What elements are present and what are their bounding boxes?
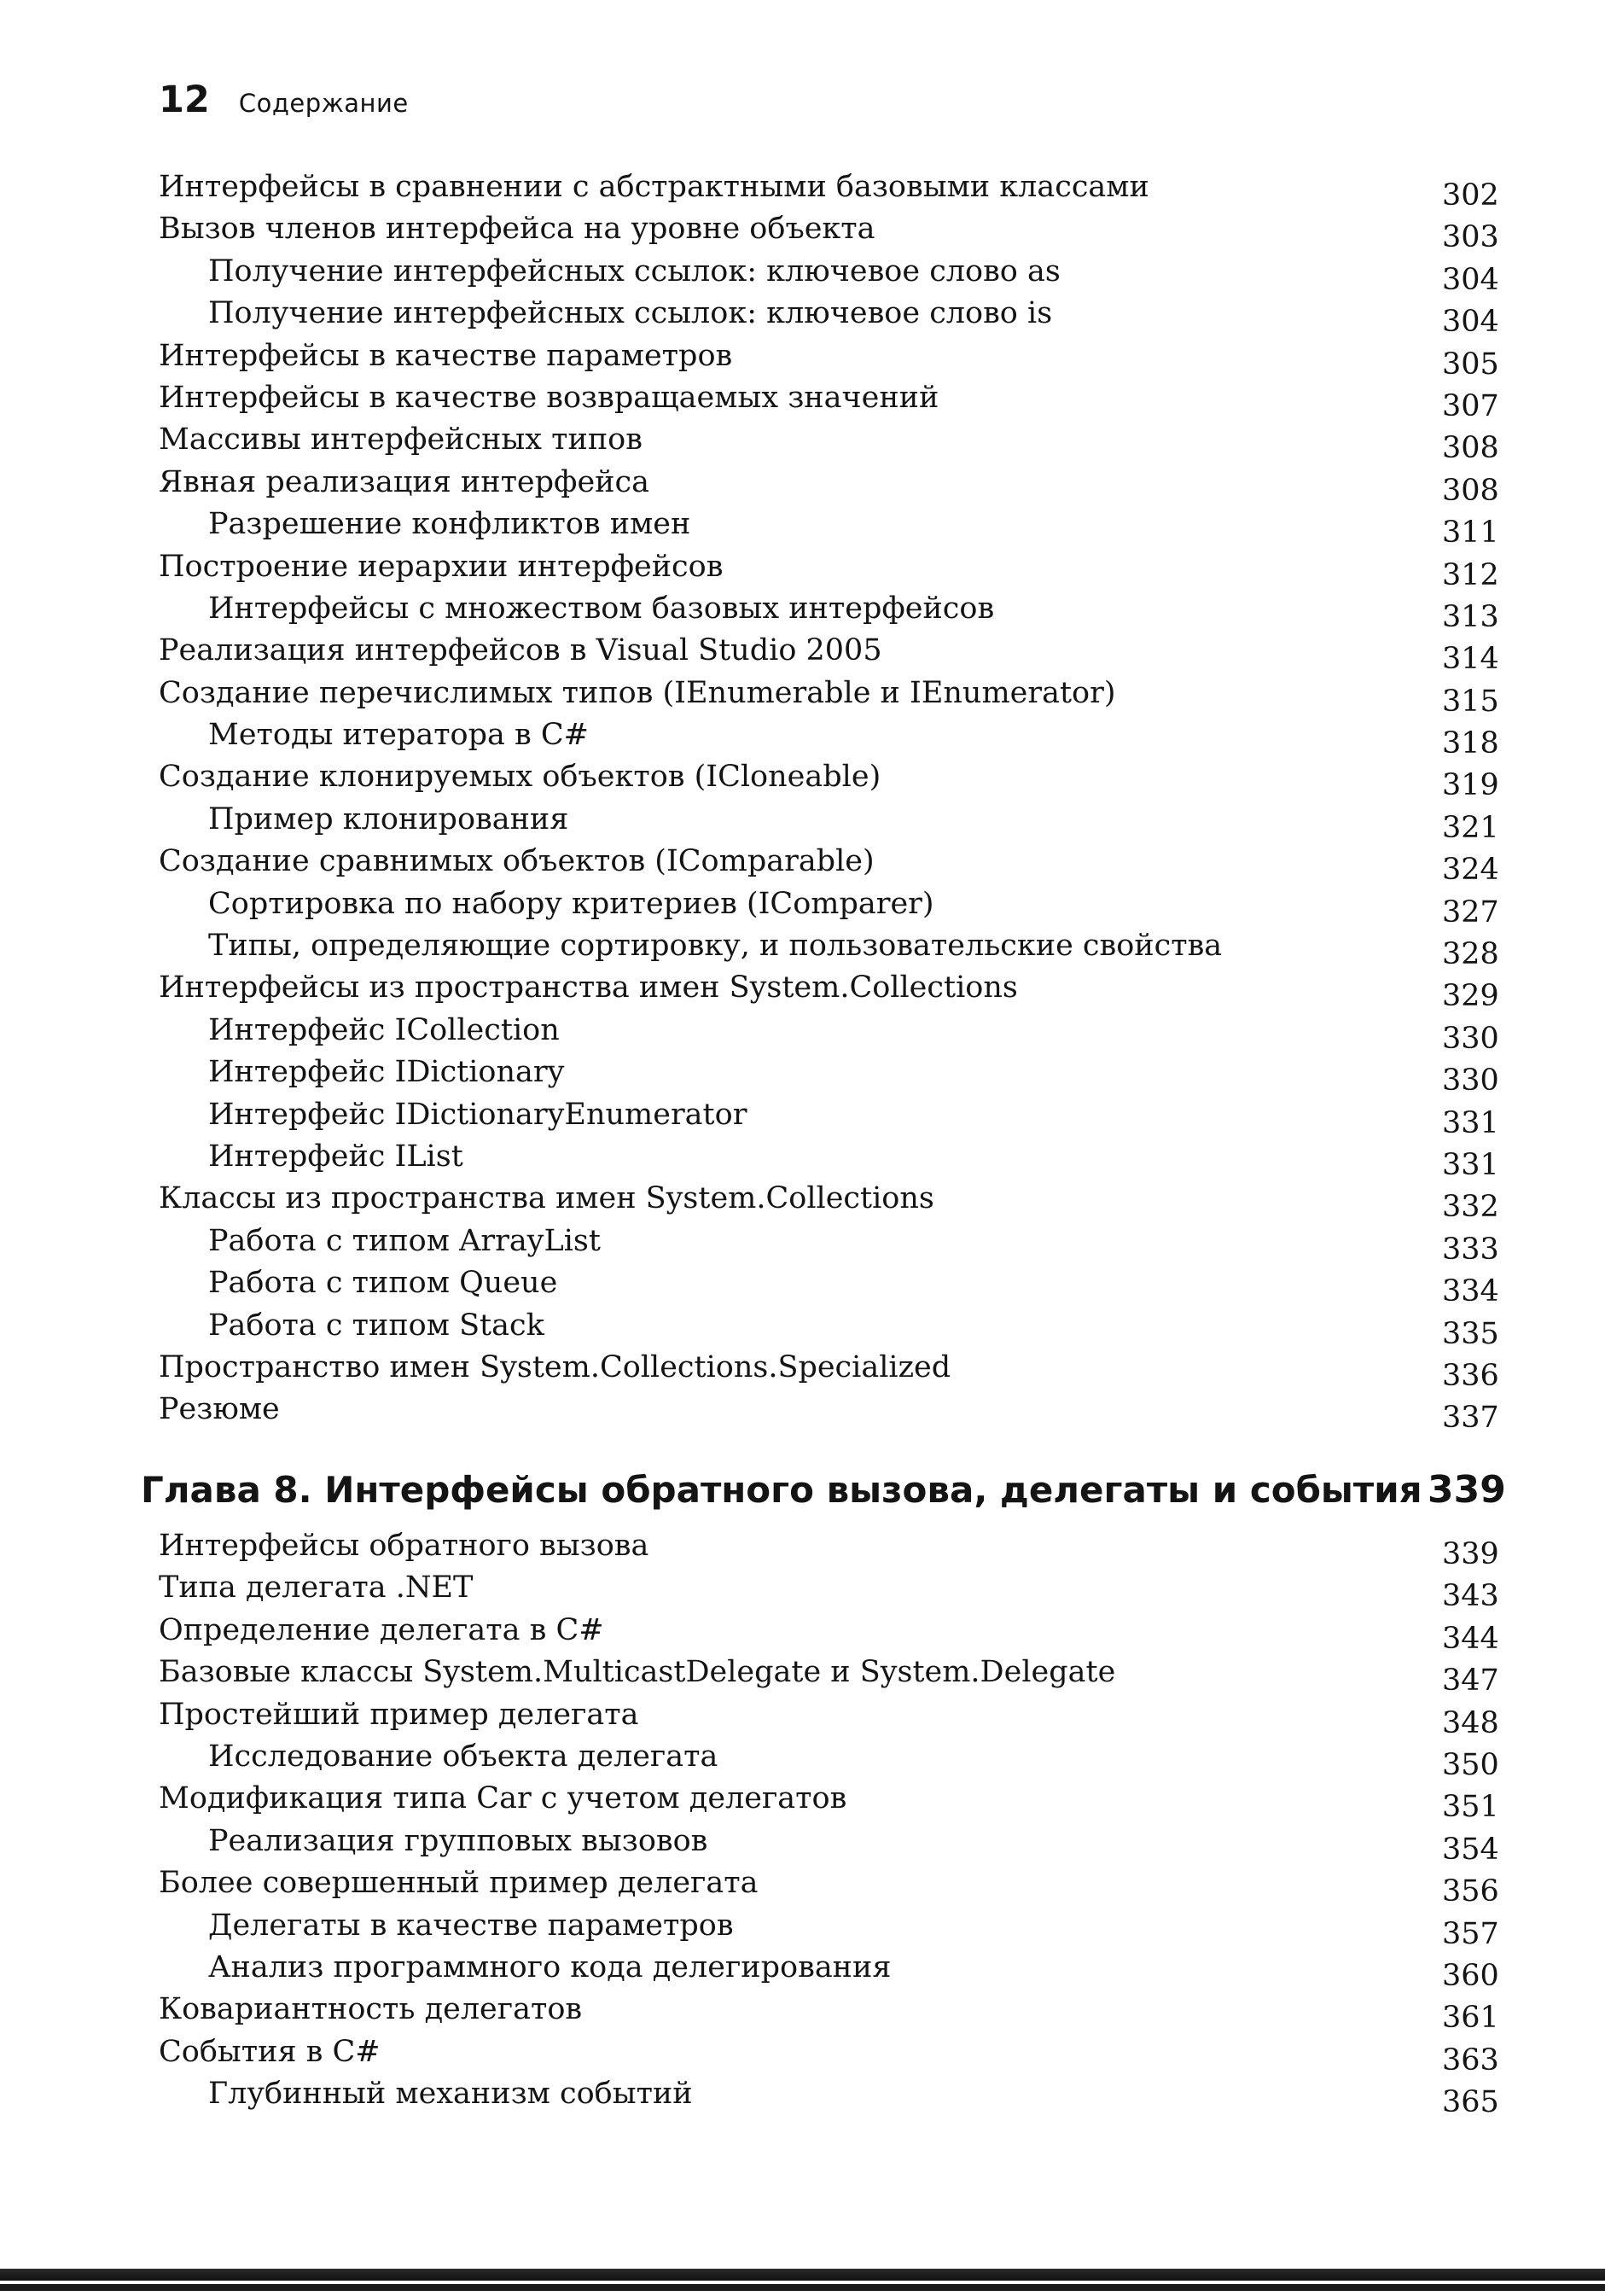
toc-entry-title: Модификация типа Car с учетом делегатов — [159, 1781, 847, 1816]
toc-entry-page: 315 — [1442, 684, 1499, 719]
toc-entry-page: 334 — [1442, 1274, 1499, 1309]
toc-entry[interactable] — [0, 380, 1605, 422]
toc-entry-title: Более совершенный пример делегата — [159, 1866, 759, 1901]
toc-entry[interactable] — [0, 1180, 1605, 1225]
toc-entry-title: Сортировка по набору критериев (IComparer) — [208, 886, 934, 921]
chapter-heading[interactable] — [141, 1466, 1506, 1518]
toc-entry-title: Типа делегата .NET — [159, 1570, 474, 1605]
toc-section-chapter-7 — [0, 169, 1605, 1434]
toc-entry-title: Работа с типом Stack — [208, 1308, 544, 1343]
toc-entry[interactable] — [0, 2076, 1605, 2118]
toc-entry-page: 319 — [1442, 768, 1499, 803]
toc-entry[interactable] — [0, 295, 1605, 340]
page-number: 12 — [159, 79, 210, 121]
toc-entry-title: Интерфейсы обратного вызова — [159, 1529, 649, 1563]
toc-entry-title: Глубинный механизм событий — [208, 2077, 693, 2112]
toc-entry-page: 313 — [1442, 599, 1499, 634]
toc-entry-title: Реализация групповых вызовов — [208, 1823, 708, 1858]
toc-entry[interactable] — [0, 801, 1605, 843]
toc-entry-title: Массивы интерфейсных типов — [159, 422, 643, 457]
toc-entry-page: 363 — [1442, 2043, 1499, 2077]
scan-edge-line — [0, 2269, 1605, 2281]
toc-entry-title: Интерфейсы в сравнении с абстрактными базовыми классами — [159, 170, 1149, 204]
toc-entry-page: 311 — [1442, 516, 1499, 551]
toc-entry-title: Интерфейсы из пространства имен System.Collections — [159, 970, 1018, 1005]
toc-entry-title: Реализация интерфейсов в Visual Studio 2005 — [159, 633, 882, 668]
toc-entry[interactable] — [0, 1139, 1605, 1180]
toc-entry-page: 304 — [1442, 305, 1499, 340]
toc-entry-title: Получение интерфейсных ссылок: ключевое слово as — [208, 253, 1061, 288]
toc-entry[interactable] — [0, 1612, 1605, 1654]
toc-entry[interactable] — [0, 1739, 1605, 1780]
toc-entry-page: 343 — [1442, 1579, 1499, 1614]
toc-entry-page: 339 — [1442, 1537, 1499, 1571]
toc-entry-page: 308 — [1442, 473, 1499, 508]
toc-entry-title: Интерфейсы с множеством базовых интерфейсов — [208, 591, 995, 626]
toc-entry[interactable] — [0, 2034, 1605, 2076]
toc-entry-title: Пример клонирования — [208, 801, 569, 836]
toc-entry-page: 348 — [1442, 1705, 1499, 1740]
toc-entry[interactable] — [0, 843, 1605, 888]
toc-entry-title: Анализ программного кода делегирования — [208, 1949, 892, 1984]
toc-entry-page: 324 — [1442, 853, 1499, 888]
toc-entry-title: Базовые классы System.MulticastDelegate и System.Delegate — [159, 1655, 1116, 1690]
toc-entry-title: Пространство имен System.Collections.Specialized — [159, 1349, 951, 1384]
toc-entry-page: 332 — [1442, 1190, 1499, 1225]
toc-entry-page: 337 — [1442, 1401, 1499, 1436]
toc-entry-title: Разрешение конфликтов имен — [208, 507, 691, 542]
toc-entry[interactable] — [0, 506, 1605, 551]
toc-entry[interactable] — [0, 1054, 1605, 1096]
toc-entry-page: 330 — [1442, 1064, 1499, 1098]
toc-entry[interactable] — [0, 338, 1605, 380]
toc-entry[interactable] — [0, 1823, 1605, 1865]
toc-entry-page: 321 — [1442, 810, 1499, 845]
toc-entry-title: Интерфейсы в качестве параметров — [159, 338, 733, 373]
toc-entry-title: Работа с типом ArrayList — [208, 1223, 601, 1258]
toc-entry-page: 351 — [1442, 1790, 1499, 1825]
toc-entry-title: Исследование объекта делегата — [208, 1739, 718, 1774]
toc-entry[interactable] — [0, 1780, 1605, 1825]
toc-entry[interactable] — [0, 591, 1605, 632]
toc-entry-page: 331 — [1442, 1105, 1499, 1140]
toc-entry[interactable] — [0, 632, 1605, 677]
toc-entry[interactable] — [0, 549, 1605, 591]
toc-entry-title: Создание клонируемых объектов (ICloneable) — [159, 760, 881, 795]
toc-entry-title: События в C# — [159, 2034, 381, 2069]
toc-entry-page: 336 — [1442, 1358, 1499, 1393]
toc-entry[interactable] — [0, 1865, 1605, 1907]
toc-entry-title: Создание сравнимых объектов (IComparable) — [159, 844, 875, 879]
toc-entry[interactable] — [0, 1265, 1605, 1307]
toc-entry-title: Интерфейс IList — [208, 1139, 463, 1174]
toc-entry-title: Явная реализация интерфейса — [159, 464, 649, 499]
toc-entry[interactable] — [0, 1908, 1605, 1949]
toc-entry[interactable] — [0, 1223, 1605, 1265]
toc-entry-title: Ковариантность делегатов — [159, 1992, 583, 2027]
toc-entry-page: 365 — [1442, 2085, 1499, 2120]
toc-entry-page: 303 — [1442, 220, 1499, 255]
toc-entry-title: Делегаты в качестве параметров — [208, 1908, 734, 1943]
toc-entry[interactable] — [0, 211, 1605, 253]
toc-entry[interactable] — [0, 1308, 1605, 1349]
toc-entry-title: Построение иерархии интерфейсов — [159, 549, 724, 584]
toc-entry-page: 357 — [1442, 1916, 1499, 1951]
toc-entry-page: 308 — [1442, 431, 1499, 466]
toc-entry[interactable] — [0, 1528, 1605, 1570]
toc-entry-page: 329 — [1442, 979, 1499, 1014]
toc-entry-title: Вызов членов интерфейса на уровне объекта — [159, 212, 875, 247]
scan-edge-line-lower — [0, 2284, 1605, 2291]
toc-entry-title: Интерфейс IDictionary — [208, 1055, 565, 1090]
toc-entry-page: 350 — [1442, 1747, 1499, 1782]
toc-entry-page: 347 — [1442, 1664, 1499, 1699]
toc-entry[interactable] — [0, 759, 1605, 801]
toc-entry[interactable] — [0, 1654, 1605, 1699]
toc-entry-title: Типы, определяющие сортировку, и пользовательские свойства — [208, 929, 1223, 964]
toc-entry-title: Интерфейсы в качестве возвращаемых значений — [159, 380, 939, 415]
toc-entry-page: 331 — [1442, 1147, 1499, 1182]
toc-section-chapter-8 — [0, 1528, 1605, 2118]
chapter-title: Глава 8. Интерфейсы обратного вызова, делегаты и события — [141, 1469, 1422, 1511]
toc-entry[interactable] — [0, 422, 1605, 466]
toc-entry[interactable] — [0, 1012, 1605, 1054]
toc-entry[interactable] — [0, 1949, 1605, 1991]
toc-entry[interactable] — [0, 1349, 1605, 1391]
toc-entry-page: 305 — [1442, 347, 1499, 382]
running-title: Содержание — [238, 89, 409, 118]
page-header — [159, 79, 409, 126]
toc-entry-page: 356 — [1442, 1874, 1499, 1909]
toc-entry-title: Получение интерфейсных ссылок: ключевое слово is — [208, 296, 1053, 331]
toc-entry-page: 354 — [1442, 1832, 1499, 1867]
toc-entry-page: 302 — [1442, 178, 1499, 213]
toc-entry-title: Работа с типом Queue — [208, 1266, 558, 1301]
toc-entry-title: Методы итератора в C# — [208, 718, 589, 753]
toc-entry-page: 307 — [1442, 388, 1499, 423]
toc-entry-page: 314 — [1442, 642, 1499, 677]
toc-entry-page: 361 — [1442, 2001, 1499, 2036]
toc-entry[interactable] — [0, 169, 1605, 211]
toc-entry[interactable] — [0, 886, 1605, 928]
toc-entry-page: 327 — [1442, 895, 1499, 929]
toc-entry[interactable] — [0, 970, 1605, 1014]
toc-entry-page: 333 — [1442, 1232, 1499, 1267]
toc-entry-page: 335 — [1442, 1316, 1499, 1351]
toc-entry-page: 344 — [1442, 1621, 1499, 1656]
toc-entry-page: 330 — [1442, 1021, 1499, 1056]
toc-entry[interactable] — [0, 1991, 1605, 2036]
toc-entry[interactable] — [0, 675, 1605, 717]
toc-entry-page: 360 — [1442, 1958, 1499, 1993]
toc-entry[interactable] — [0, 717, 1605, 759]
toc-entry[interactable] — [0, 253, 1605, 295]
toc-entry-title: Классы из пространства имен System.Collections — [159, 1181, 934, 1216]
toc-entry-title: Интерфейс IDictionaryEnumerator — [208, 1097, 747, 1132]
toc-entry-title: Резюме — [159, 1392, 280, 1427]
chapter-page: 339 — [1428, 1468, 1506, 1512]
toc-entry-page: 304 — [1442, 262, 1499, 297]
toc-entry-page: 328 — [1442, 937, 1499, 972]
toc-entry[interactable] — [0, 1697, 1605, 1739]
toc-entry[interactable] — [0, 1391, 1605, 1436]
toc-entry[interactable] — [0, 464, 1605, 506]
toc-entry[interactable] — [0, 1097, 1605, 1139]
toc-entry[interactable] — [0, 1570, 1605, 1614]
toc-entry-title: Определение делегата в C# — [159, 1612, 604, 1647]
toc-entry-page: 312 — [1442, 557, 1499, 592]
toc-entry[interactable] — [0, 928, 1605, 970]
toc-entry-page: 318 — [1442, 726, 1499, 761]
toc-entry-title: Создание перечислимых типов (IEnumerable и IEnumerator) — [159, 675, 1116, 710]
toc-entry-title: Простейший пример делегата — [159, 1697, 639, 1732]
toc-entry-title: Интерфейс ICollection — [208, 1012, 560, 1047]
